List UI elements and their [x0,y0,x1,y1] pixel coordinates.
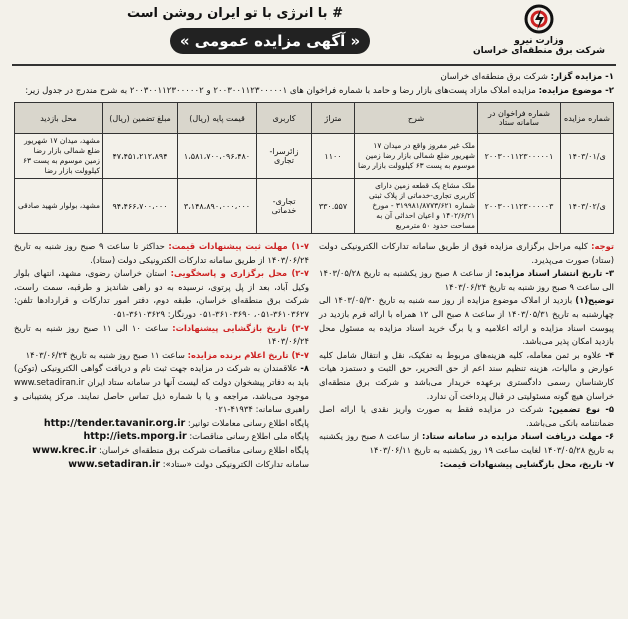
cell-base-price: ۳،۱۴۸،۸۹۰،۰۰۰،۰۰۰ [178,179,257,234]
link-item: سامانه تدارکات الکترونیکی دولت «ستاد»: www.setadiran.ir [68,458,309,470]
left-column [14,240,309,471]
subject-value: مزایده املاک مازاد پست‌های بازار رضا و حامد با شماره فراخوان های ۲۰۰۳۰۰۱۱۲۳۰۰۰۰۰۱ و ۲۰۰۳۰۰۱۱۲۳۰۰۰۰۰۲ به شرح مندرج در جدول زیر: [25,86,536,96]
notice-title: « آگهی مزایده عمومی » [170,28,370,54]
cell-tender: ۲۰۰۳۰۰۱۱۲۳۰۰۰۰۰۱ [478,134,561,179]
link-item: پایگاه ملی اطلاع رسانی مناقصات: http://iets.mporg.ir [83,431,309,443]
iets-link[interactable]: http://iets.mporg.ir [83,431,187,443]
col-usage: کاربری [257,103,312,134]
note-item: توجه: کلیه مراحل برگزاری مزایده فوق از طریق سامانه تدارکات الکترونیکی دولت (ستاد) صورت می‌پذیرد. [319,241,614,265]
auction-table [14,102,614,234]
col-guarantee: مبلغ تضمین (ریال) [103,103,178,134]
note-item: ۲-۷) محل برگزاری و پاسخگویی: استان خراسان رضوی، مشهد، انتهای بلوار وکیل آباد، بعد از پل پرتوی، نرسیده به دو راهی شاندیز و طرقبه، سمت راست، شرکت برق منطقه‌ای خراسان، طبقه دوم، دفتر امور تدارکات و قراردادها تلفن: ۳۶۱۰۳۶۲۷-۰۵۱، ۳۶۱۰۳۶۹۰-۰۵۱ دورنگار: ۳۶۱۰۳۶۲۹-۰۵۱ [14,268,309,319]
intro [0,66,628,98]
col-base-price: قیمت پایه (ریال) [178,103,257,134]
col-desc: شرح [355,103,478,134]
link-item: پایگاه اطلاع رسانی معاملات توانیر: http://tender.tavanir.org.ir [43,417,309,429]
auctioneer-value: شرکت برق منطقه‌ای خراسان [440,72,548,82]
cell-guarantee: ۹۴،۴۶۶،۷۰۰،۰۰۰ [103,179,178,234]
setadiran-link[interactable]: www.setadiran.ir [68,458,161,470]
note-item: ۴-۷) تاریخ اعلام برنده مزایده: ساعت ۱۱ صبح روز شنبه به تاریخ ۱۴۰۳/۰۶/۲۴ [25,349,309,360]
col-tender: شماره فراخوان در سامانه ستاد [478,103,561,134]
subject-key: ۲- موضوع مزایده: [538,86,614,96]
krec-link[interactable]: www.krec.ir [32,444,97,456]
cell-area: ۳۳۰.۵۵۷ [312,179,355,234]
note-item: ۵- نوع تضمین: شرکت در مزایده فقط به صورت واریز نقدی یا ارائه اصل ضمانتنامه بانکی می‌باشد. [319,404,614,428]
table-header-row [15,103,614,134]
note-item: ۶- مهلت دریافت اسناد مزایده در سامانه ستاد: از ساعت ۸ صبح روز یکشنبه به تاریخ ۱۴۰۳/۰۵/۲۸ لغایت ساعت ۱۹ روز یکشنبه به تاریخ ۱۴۰۳/۰۶/۱۱ [319,431,614,455]
header [0,0,628,64]
company-name: شرکت برق منطقه‌ای خراسان [473,46,605,56]
note-item: توضیح(۱) بازدید از املاک موضوع مزایده از روز سه شنبه به تاریخ ۱۴۰۳/۰۵/۳۰ الی چهارشنبه به تاریخ ۱۴۰۳/۰۵/۳۱ از ساعت ۸ صبح الی ۱۲ همراه با ارائه فرم بازدید در پیوست اسناد مزایده و ارائه اعلامیه و یا برگ خرید اسناد مزایده به مسئول محل بازدید امکان پذیر می‌باشد. [319,295,615,347]
cell-area: ۱۱۰۰ [312,134,355,179]
col-area: متراژ [312,103,355,134]
intro-line-1 [14,70,614,84]
note-item: ۴- علاوه بر ثمن معامله، کلیه هزینه‌های مربوط به تفکیک، نقل و انتقال شامل کلیه عوارض و مالیات، هزینه تنظیم سند اعم از حق التحریر، حق الثبت و دستمزد هیات کارشناسان رسمی دادگستری برعهده خریدار می‌باشد و شرکت برق منطقه‌ای خراسان هیچ گونه مسئولیتی در قبال پرداخت آن ندارد. [319,349,614,401]
tavanir-link[interactable]: http://tender.tavanir.org.ir [43,417,186,429]
note-item: ۱-۷) مهلت ثبت پیشنهادات قیمت: حداکثر تا ساعت ۹ صبح روز شنبه به تاریخ ۱۴۰۳/۰۶/۲۴ از طریق سامانه تدارکات الکترونیکی دولت (ستاد). [14,241,309,265]
cell-guarantee: ۴۷،۴۵۱،۲۱۲،۸۹۴ [103,134,178,179]
link-item: پایگاه اطلاع رسانی مناقصات شرکت برق منطقه‌ای خراسان: www.krec.ir [32,444,309,456]
table-row [15,179,614,234]
table-row [15,134,614,179]
note-item: ۸- علاقمندان به شرکت در مزایده جهت ثبت نام و دریافت گواهی الکترونیکی (توکن) باید به دفاتر پیشخوان دولت که لیست آنها در سامانه ستاد ایران www.setadiran.ir موجود می‌باشد، مراجعه و یا با شماره ذیل تماس حاصل نمایند. مرکز پشتیبانی و راهبری سامانه: ۴۱۹۳۴-۰۲۱ [14,363,309,415]
intro-line-2 [14,84,614,98]
cell-base-price: ۱،۵۸۱،۷۰۰،۰۹۶،۴۸۰ [178,134,257,179]
cell-tender: ۲۰۰۳۰۰۱۱۲۳۰۰۰۰۰۳ [478,179,561,234]
company-logo [464,4,614,56]
cell-visit: مشهد، میدان ۱۷ شهریور ضلع شمالی بازار رضا زمین موسوم به پست ۶۳ کیلوولت بازار رضا [15,134,103,179]
right-column [319,240,614,471]
tavanir-logo-icon [522,4,556,34]
cell-usage: زائرسرا- تجاری [257,134,312,179]
slogan: # با انرژی با تو ایران روشن است [127,6,343,21]
body-columns [14,240,614,471]
auctioneer-key: ۱- مزایده گزار: [550,72,614,82]
ministry-name: وزارت نیرو [514,36,564,46]
note-item: ۷- تاریخ، محل بازگشایی پیشنهادات قیمت: [439,458,614,469]
cell-desc: ملک غیر مفروز واقع در میدان ۱۷ شهریور ضلع شمالی بازار رضا زمین موسوم به پست ۶۳ کیلوولت بازار رضا [355,134,478,179]
cell-visit: مشهد، بولوار شهید صادقی [15,179,103,234]
col-visit: محل بازدید [15,103,103,134]
cell-number: ی/۱۴۰۳/۰۲ [561,179,614,234]
cell-desc: ملک مشاع یک قطعه زمین دارای کاربری تجاری-خدماتی از پلاک ثبتی شماره ۳۱۹۹۸۱/۸۷۷۳/۶۲۱ - مورخ ۱۴۰۲/۶/۲۱ و اعیان احداثی آن به مساحت حدود ۵۰ مترمربع [355,179,478,234]
note-item: ۳-۷) تاریخ بازگشایی پیشنهادات: ساعت ۱۰ الی ۱۱ صبح روز شنبه به تاریخ ۱۴۰۳/۰۶/۲۴ [14,322,309,347]
cell-number: ی/۱۴۰۳/۰۱ [561,134,614,179]
cell-usage: تجاری- خدماتی [257,179,312,234]
col-number: شماره مزایده [561,103,614,134]
note-item: ۳- تاریخ انتشار اسناد مزایده: از ساعت ۸ صبح روز یکشنبه به تاریخ ۱۴۰۳/۰۵/۲۸ الی ساعت ۹ صبح روز شنبه به تاریخ ۱۴۰۳/۰۶/۲۴ [319,268,614,292]
